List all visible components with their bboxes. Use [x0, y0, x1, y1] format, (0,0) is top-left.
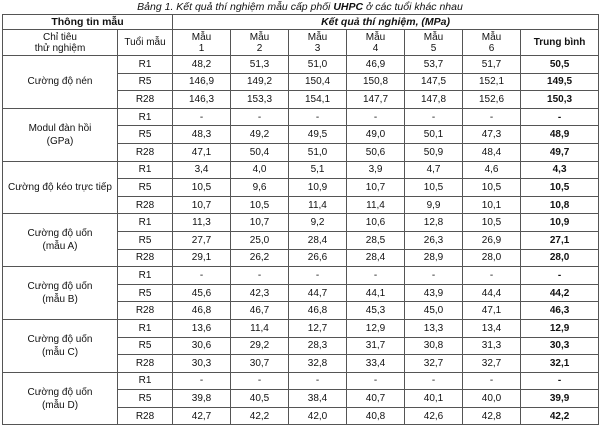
property-cell: [3, 108, 118, 161]
value-cell: 48,2: [173, 56, 231, 74]
value-cell: 33,4: [347, 355, 405, 373]
value-cell: 30,6: [173, 337, 231, 355]
value-cell: 40,1: [405, 390, 463, 408]
info-group-header: Thông tin mẫu: [3, 15, 173, 30]
value-cell: 150,4: [289, 73, 347, 91]
value-cell: 50,1: [405, 126, 463, 144]
value-cell: -: [173, 372, 231, 390]
age-cell: R5: [118, 73, 173, 91]
age-cell: R28: [118, 355, 173, 373]
value-cell: 10,5: [463, 214, 521, 232]
value-cell: 25,0: [231, 231, 289, 249]
sample-header-number: 6: [488, 42, 495, 54]
property-unit: (mẫu D): [41, 399, 79, 411]
value-cell: -: [231, 267, 289, 285]
property-cell: [3, 56, 118, 109]
value-cell: 51,7: [463, 56, 521, 74]
value-cell: 44,1: [347, 284, 405, 302]
property-name: Cường độ uốn: [27, 386, 93, 398]
value-cell: 12,8: [405, 214, 463, 232]
criteria-header: [3, 30, 118, 56]
value-cell: -: [463, 267, 521, 285]
property-cell: [3, 214, 118, 267]
value-cell: 28,3: [289, 337, 347, 355]
value-cell: 43,9: [405, 284, 463, 302]
age-cell: R1: [118, 161, 173, 179]
value-cell: 46,8: [173, 302, 231, 320]
average-cell: -: [521, 267, 599, 285]
value-cell: 50,9: [405, 143, 463, 161]
value-cell: 44,4: [463, 284, 521, 302]
sample-header-label: Mẫu: [365, 31, 386, 43]
property-name: Cường độ nén: [27, 76, 93, 88]
age-cell: R28: [118, 91, 173, 109]
value-cell: 146,3: [173, 91, 231, 109]
value-cell: 50,6: [347, 143, 405, 161]
value-cell: 13,3: [405, 319, 463, 337]
value-cell: 30,3: [173, 355, 231, 373]
value-cell: 28,0: [463, 249, 521, 267]
average-header: Trung bình: [521, 30, 599, 56]
sample-header-number: 2: [256, 42, 263, 54]
value-cell: 4,0: [231, 161, 289, 179]
age-cell: R5: [118, 126, 173, 144]
age-cell: R1: [118, 319, 173, 337]
table-row: [3, 372, 599, 390]
value-cell: -: [405, 267, 463, 285]
value-cell: -: [405, 372, 463, 390]
value-cell: 12,7: [289, 319, 347, 337]
value-cell: 42,3: [231, 284, 289, 302]
value-cell: 47,1: [463, 302, 521, 320]
average-cell: 44,2: [521, 284, 599, 302]
value-cell: 152,6: [463, 91, 521, 109]
property-unit: (mẫu B): [42, 294, 78, 306]
value-cell: 49,2: [231, 126, 289, 144]
value-cell: 30,7: [231, 355, 289, 373]
value-cell: 48,3: [173, 126, 231, 144]
criteria-line2: thử nghiệm: [34, 42, 86, 54]
value-cell: 46,9: [347, 56, 405, 74]
table-row: [3, 214, 599, 232]
table-caption: [0, 1, 600, 14]
value-cell: 27,7: [173, 231, 231, 249]
average-cell: 50,5: [521, 56, 599, 74]
property-name: Cường độ kéo trực tiếp: [8, 181, 112, 193]
value-cell: -: [289, 108, 347, 126]
value-cell: 29,1: [173, 249, 231, 267]
value-cell: -: [289, 267, 347, 285]
average-cell: -: [521, 108, 599, 126]
value-cell: 53,7: [405, 56, 463, 74]
value-cell: 11,4: [347, 196, 405, 214]
property-unit: (mẫu A): [42, 241, 78, 253]
property-cell: [3, 319, 118, 372]
value-cell: 42,0: [289, 407, 347, 425]
age-cell: R1: [118, 372, 173, 390]
property-cell: [3, 161, 118, 214]
value-cell: 26,9: [463, 231, 521, 249]
sample-header: [289, 30, 347, 56]
value-cell: 29,2: [231, 337, 289, 355]
value-cell: -: [289, 372, 347, 390]
average-cell: 42,2: [521, 407, 599, 425]
sample-header: [173, 30, 231, 56]
age-cell: R1: [118, 56, 173, 74]
value-cell: 147,5: [405, 73, 463, 91]
sample-header-label: Mẫu: [423, 31, 444, 43]
value-cell: 49,5: [289, 126, 347, 144]
average-cell: 150,3: [521, 91, 599, 109]
table-row: [3, 56, 599, 74]
average-cell: 27,1: [521, 231, 599, 249]
value-cell: 42,2: [231, 407, 289, 425]
value-cell: 32,8: [289, 355, 347, 373]
value-cell: -: [347, 267, 405, 285]
age-cell: R28: [118, 249, 173, 267]
sample-header-label: Mẫu: [191, 31, 212, 43]
average-cell: 32,1: [521, 355, 599, 373]
value-cell: 28,9: [405, 249, 463, 267]
value-cell: -: [347, 372, 405, 390]
value-cell: 11,4: [289, 196, 347, 214]
value-cell: 40,8: [347, 407, 405, 425]
value-cell: 31,3: [463, 337, 521, 355]
result-group-header: [173, 15, 599, 30]
value-cell: 51,3: [231, 56, 289, 74]
average-cell: 48,9: [521, 126, 599, 144]
value-cell: 13,4: [463, 319, 521, 337]
average-cell: 39,9: [521, 390, 599, 408]
value-cell: 11,3: [173, 214, 231, 232]
results-body: [3, 56, 599, 425]
average-cell: 49,7: [521, 143, 599, 161]
value-cell: 9,6: [231, 179, 289, 197]
sample-header: [463, 30, 521, 56]
sample-header-number: 1: [198, 42, 205, 54]
value-cell: 46,8: [289, 302, 347, 320]
value-cell: 38,4: [289, 390, 347, 408]
property-name: Modul đàn hồi: [28, 122, 92, 134]
value-cell: 3,9: [347, 161, 405, 179]
value-cell: -: [173, 267, 231, 285]
value-cell: 10,1: [463, 196, 521, 214]
age-cell: R5: [118, 337, 173, 355]
sample-header: [231, 30, 289, 56]
value-cell: 3,4: [173, 161, 231, 179]
value-cell: 10,5: [405, 179, 463, 197]
age-header: Tuổi mẫu: [118, 30, 173, 56]
value-cell: 42,6: [405, 407, 463, 425]
caption-suffix: ở các tuổi khác nhau: [363, 1, 463, 13]
average-cell: -: [521, 372, 599, 390]
value-cell: 42,7: [173, 407, 231, 425]
value-cell: 10,7: [173, 196, 231, 214]
value-cell: 149,2: [231, 73, 289, 91]
value-cell: -: [231, 372, 289, 390]
value-cell: -: [347, 108, 405, 126]
property-unit: (GPa): [46, 135, 74, 147]
age-cell: R5: [118, 390, 173, 408]
value-cell: -: [463, 108, 521, 126]
value-cell: 154,1: [289, 91, 347, 109]
average-cell: 12,9: [521, 319, 599, 337]
table-row: [3, 108, 599, 126]
average-cell: 10,8: [521, 196, 599, 214]
table-row: [3, 267, 599, 285]
value-cell: 49,0: [347, 126, 405, 144]
value-cell: -: [231, 108, 289, 126]
age-cell: R5: [118, 231, 173, 249]
sample-header-label: Mẫu: [307, 31, 328, 43]
table-row: [3, 161, 599, 179]
value-cell: 10,7: [231, 214, 289, 232]
value-cell: 150,8: [347, 73, 405, 91]
value-cell: 147,7: [347, 91, 405, 109]
value-cell: -: [405, 108, 463, 126]
property-name: Cường độ uốn: [27, 228, 93, 240]
value-cell: 147,8: [405, 91, 463, 109]
value-cell: 40,7: [347, 390, 405, 408]
criteria-line1: Chỉ tiêu: [43, 31, 77, 43]
caption-bold: UHPC: [333, 1, 364, 13]
value-cell: 42,8: [463, 407, 521, 425]
value-cell: 13,6: [173, 319, 231, 337]
value-cell: 28,4: [347, 249, 405, 267]
property-unit: (mẫu C): [41, 346, 79, 358]
value-cell: 51,0: [289, 143, 347, 161]
value-cell: -: [173, 108, 231, 126]
value-cell: 44,7: [289, 284, 347, 302]
value-cell: 146,9: [173, 73, 231, 91]
average-cell: 10,5: [521, 179, 599, 197]
value-cell: 46,7: [231, 302, 289, 320]
age-cell: R1: [118, 108, 173, 126]
value-cell: 10,6: [347, 214, 405, 232]
value-cell: 31,7: [347, 337, 405, 355]
value-cell: 39,8: [173, 390, 231, 408]
age-cell: R5: [118, 179, 173, 197]
value-cell: 40,5: [231, 390, 289, 408]
value-cell: 47,1: [173, 143, 231, 161]
value-cell: 30,8: [405, 337, 463, 355]
average-cell: 149,5: [521, 73, 599, 91]
value-cell: 26,3: [405, 231, 463, 249]
value-cell: 28,5: [347, 231, 405, 249]
property-name: Cường độ uốn: [27, 281, 93, 293]
value-cell: -: [463, 372, 521, 390]
sample-header-label: Mẫu: [249, 31, 270, 43]
value-cell: 50,4: [231, 143, 289, 161]
value-cell: 4,6: [463, 161, 521, 179]
value-cell: 12,9: [347, 319, 405, 337]
value-cell: 9,9: [405, 196, 463, 214]
property-cell: [3, 372, 118, 425]
age-cell: R1: [118, 267, 173, 285]
average-cell: 30,3: [521, 337, 599, 355]
average-cell: 28,0: [521, 249, 599, 267]
age-cell: R5: [118, 284, 173, 302]
value-cell: 152,1: [463, 73, 521, 91]
value-cell: 45,6: [173, 284, 231, 302]
value-cell: 28,4: [289, 231, 347, 249]
value-cell: 10,9: [289, 179, 347, 197]
value-cell: 45,3: [347, 302, 405, 320]
average-cell: 10,9: [521, 214, 599, 232]
value-cell: 47,3: [463, 126, 521, 144]
value-cell: 10,5: [463, 179, 521, 197]
sample-header-number: 3: [314, 42, 321, 54]
value-cell: 10,7: [347, 179, 405, 197]
age-cell: R28: [118, 143, 173, 161]
sample-header-label: Mẫu: [481, 31, 502, 43]
age-cell: R28: [118, 196, 173, 214]
property-cell: [3, 267, 118, 320]
value-cell: 26,2: [231, 249, 289, 267]
value-cell: 51,0: [289, 56, 347, 74]
age-cell: R1: [118, 214, 173, 232]
value-cell: 45,0: [405, 302, 463, 320]
age-cell: R28: [118, 302, 173, 320]
value-cell: 10,5: [231, 196, 289, 214]
value-cell: 153,3: [231, 91, 289, 109]
value-cell: 40,0: [463, 390, 521, 408]
caption-prefix: Bảng 1. Kết quả thí nghiệm mẫu cấp phối: [137, 1, 334, 13]
age-cell: R28: [118, 407, 173, 425]
value-cell: 5,1: [289, 161, 347, 179]
sample-header: [347, 30, 405, 56]
sample-header-number: 5: [430, 42, 437, 54]
table-row: [3, 319, 599, 337]
value-cell: 9,2: [289, 214, 347, 232]
value-cell: 11,4: [231, 319, 289, 337]
sample-header-number: 4: [372, 42, 379, 54]
sample-header: [405, 30, 463, 56]
value-cell: 32,7: [463, 355, 521, 373]
property-name: Cường độ uốn: [27, 333, 93, 345]
value-cell: 48,4: [463, 143, 521, 161]
average-cell: 46,3: [521, 302, 599, 320]
average-cell: 4,3: [521, 161, 599, 179]
results-table: [2, 14, 599, 425]
value-cell: 4,7: [405, 161, 463, 179]
value-cell: 32,7: [405, 355, 463, 373]
result-group-label: Kết quả thí nghiệm, (MPa): [321, 16, 451, 28]
value-cell: 26,6: [289, 249, 347, 267]
value-cell: 10,5: [173, 179, 231, 197]
